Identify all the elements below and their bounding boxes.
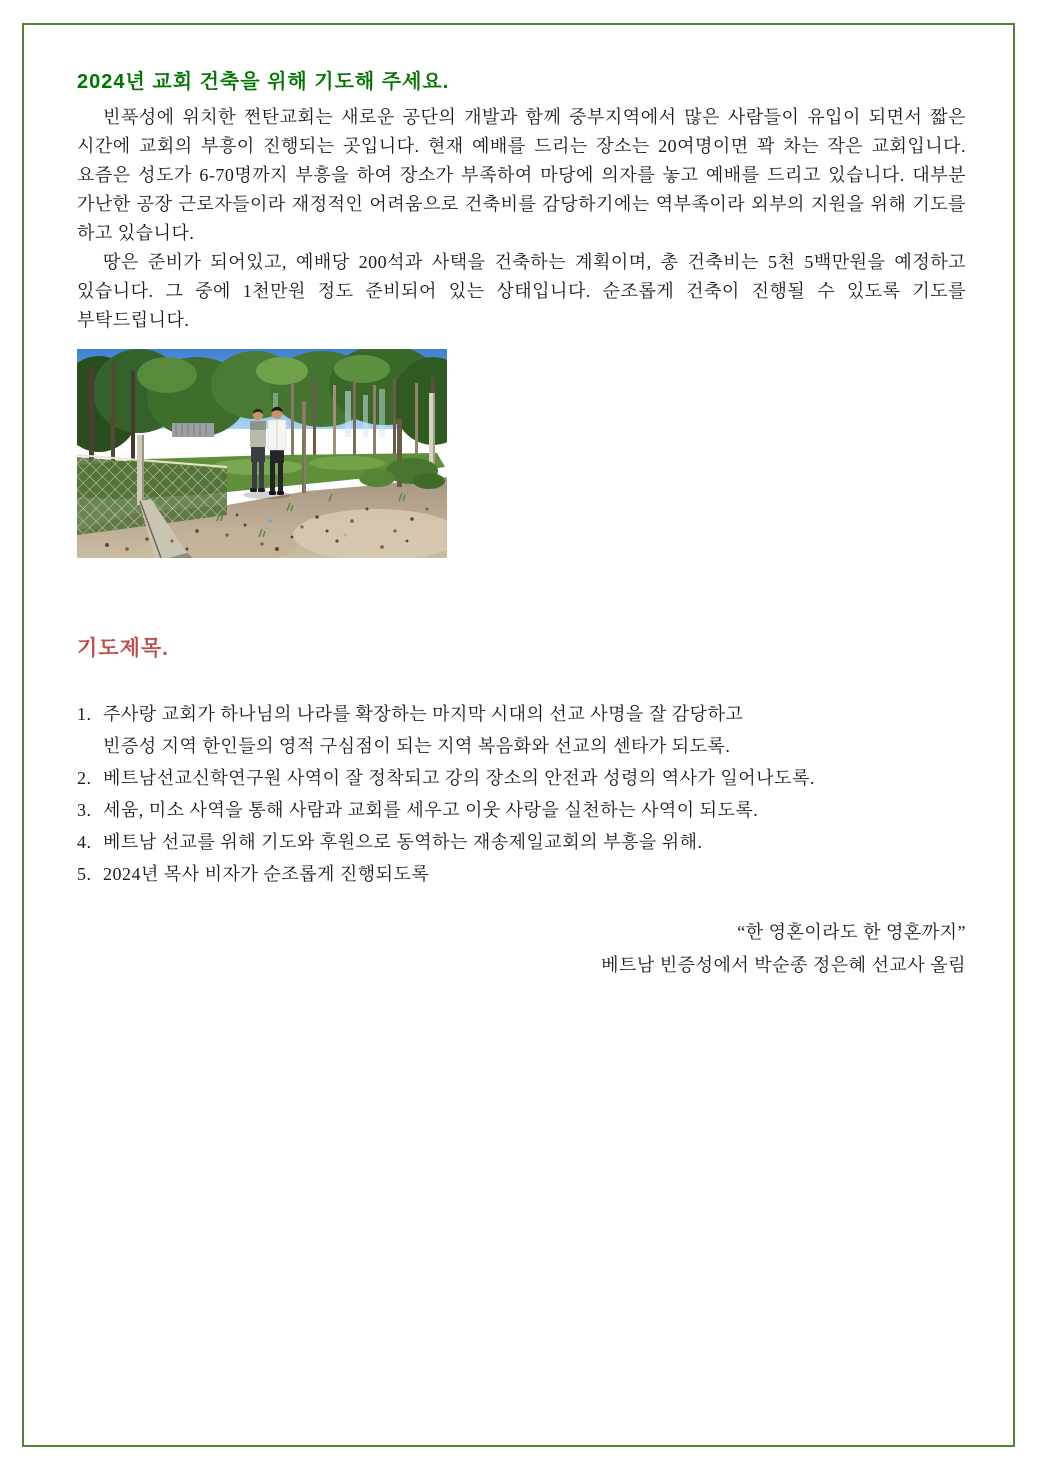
prayer-item-number: 2.: [77, 768, 92, 788]
prayer-item-number: 4.: [77, 832, 92, 852]
closing-block: [77, 916, 966, 982]
page-border: [22, 23, 1015, 1447]
prayer-item-2: [77, 762, 966, 794]
page-content: [77, 70, 966, 982]
prayer-item-number: 3.: [77, 800, 92, 820]
prayer-list: [77, 698, 966, 890]
paragraph-building-1: 빈푹성에 위치한 쩐탄교회는 새로운 공단의 개발과 함께 중부지역에서 많은 사람들이 유입이 되면서 짧은 시간에 교회의 부흥이 진행되는 곳입니다. 현재 예배를 드리는 장소는 20여명이면 꽉 차는 작은 교회입니다. 요즘은 성도가 6-70명까지 부흥을 하여 장소가 부족하여 마당에 의자를 놓고 예배를 드리고 있습니다. 대부분 가난한 공장 근로자들이라 재정적인 어려움으로 건축비를 감당하기에는 역부족이라 외부의 지원을 위해 기도를 하고 있습니다.: [77, 107, 966, 243]
prayer-item-3: [77, 794, 966, 826]
prayer-item-text: 베트남선교신학연구원 사역이 잘 정착되고 강의 장소의 안전과 성령의 역사가 일어나도록.: [103, 768, 815, 788]
prayer-item-5: [77, 858, 966, 890]
section-title: 2024년 교회 건축을 위해 기도해 주세요.: [77, 71, 450, 93]
prayer-item-number: 1.: [77, 704, 92, 724]
prayer-item-text: 베트남 선교를 위해 기도와 후원으로 동역하는 재송제일교회의 부흥을 위해.: [103, 832, 703, 852]
closing-signature: 베트남 빈증성에서 박순종 정은혜 선교사 올림: [601, 955, 966, 975]
prayer-item-4: [77, 826, 966, 858]
prayer-item-1: [77, 698, 966, 762]
prayer-item-text: 주사랑 교회가 하나님의 나라를 확장하는 마지막 시대의 선교 사명을 잘 감당하고 빈증성 지역 한인들의 영적 구심점이 되는 지역 복음화와 선교의 센타가 되도록.: [103, 704, 744, 756]
closing-quote: “한 영혼이라도 한 영혼까지”: [737, 922, 966, 942]
paragraph-building-2: 땅은 준비가 되어있고, 예배당 200석과 사택을 건축하는 계획이며, 총 건축비는 5천 5백만원을 예정하고 있습니다. 그 중에 1천만원 정도 준비되어 있는 상태입니다. 순조롭게 건축이 진행될 수 있도록 기도를 부탁드립니다.: [77, 252, 966, 330]
prayer-heading: 기도제목.: [77, 637, 169, 660]
prayer-item-number: 5.: [77, 864, 92, 884]
land-photo: [77, 349, 447, 558]
land-photo-illustration: [77, 349, 447, 558]
prayer-item-text: 2024년 목사 비자가 순조롭게 진행되도록: [103, 864, 430, 884]
prayer-item-text: 세움, 미소 사역을 통해 사람과 교회를 세우고 이웃 사랑을 실천하는 사역이 되도록.: [103, 800, 759, 820]
